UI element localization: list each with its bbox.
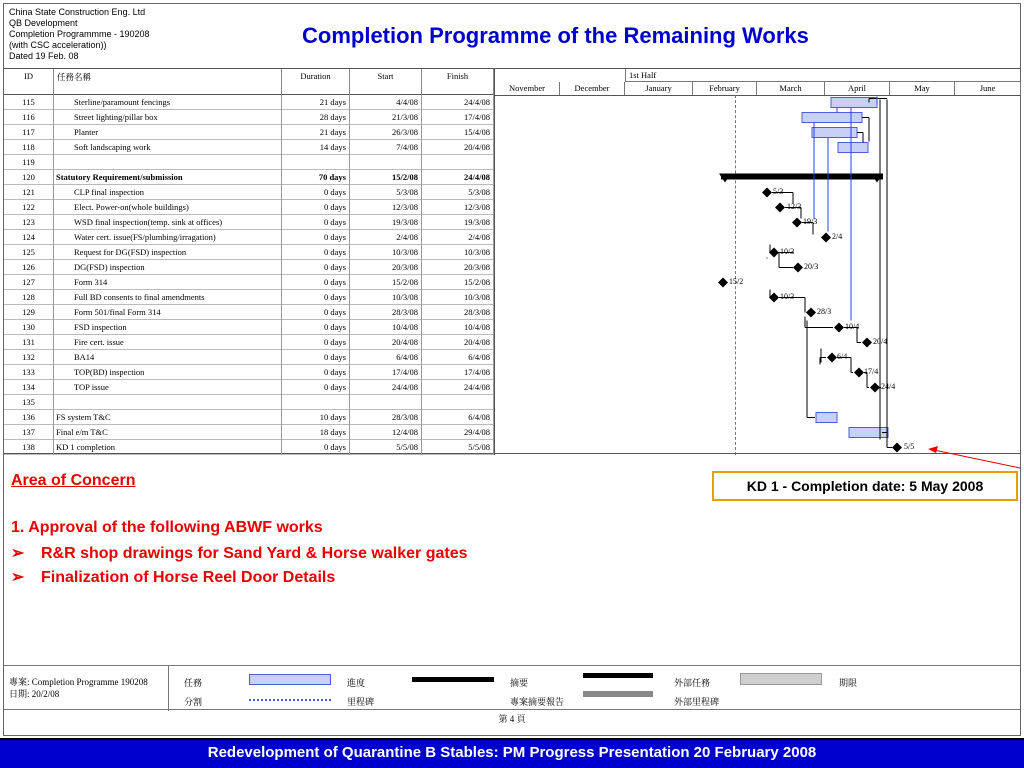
task-name: TOP(BD) inspection (54, 365, 282, 380)
legend-project-summary-label: 專案摘要報告 (510, 697, 565, 707)
summary-bar (721, 174, 883, 180)
table-row (4, 185, 494, 200)
milestone-diamond (775, 203, 785, 213)
task-duration: 18 days (282, 425, 350, 440)
milestone-date-label: 10/4 (845, 322, 860, 331)
col-finish-header: Finish (422, 69, 494, 95)
task-finish: 28/3/08 (422, 305, 494, 320)
table-row (4, 125, 494, 140)
task-duration: 0 days (282, 200, 350, 215)
table-row (4, 110, 494, 125)
task-name: TOP issue (54, 380, 282, 395)
task-table (4, 69, 494, 455)
task-name: Request for DG(FSD) inspection (54, 245, 282, 260)
table-row (4, 350, 494, 365)
month-label: March (757, 82, 825, 95)
task-duration: 21 days (282, 95, 350, 110)
task-finish: 12/3/08 (422, 200, 494, 215)
task-name: Final e/m T&C (54, 425, 282, 440)
task-finish: 17/4/08 (422, 365, 494, 380)
month-label: February (693, 82, 757, 95)
header-acceleration: (with CSC acceleration)) (9, 40, 107, 50)
task-id: 136 (4, 410, 54, 425)
task-duration: 0 days (282, 215, 350, 230)
task-id: 126 (4, 260, 54, 275)
table-row (4, 275, 494, 290)
milestone-diamond (854, 368, 864, 378)
milestone-diamond (718, 278, 728, 288)
task-id: 132 (4, 350, 54, 365)
task-start: 28/3/08 (350, 305, 422, 320)
legend-progress-label: 進度 (347, 678, 366, 688)
milestone-date-label: 17/4 (864, 367, 879, 376)
task-finish: 15/2/08 (422, 275, 494, 290)
header-date: Dated 19 Feb. 08 (9, 51, 79, 61)
task-finish: 20/4/08 (422, 335, 494, 350)
task-start: 5/3/08 (350, 185, 422, 200)
header-project: QB Development (9, 18, 78, 28)
milestone-diamond (793, 263, 803, 273)
table-row (4, 320, 494, 335)
task-finish: 20/4/08 (422, 140, 494, 155)
task-name: Form 314 (54, 275, 282, 290)
timeline (494, 69, 1020, 455)
task-id: 120 (4, 170, 54, 185)
task-name: FS system T&C (54, 410, 282, 425)
task-name: BA14 (54, 350, 282, 365)
task-bar (812, 128, 857, 138)
milestone-diamond (862, 338, 872, 348)
month-label: January (625, 82, 693, 95)
task-start: 5/5/08 (350, 440, 422, 455)
table-row (4, 170, 494, 185)
concern-item-2-text: R&R shop drawings for Sand Yard & Horse walker gates (41, 545, 468, 562)
legend-progress-swatch (412, 677, 494, 682)
task-duration: 0 days (282, 305, 350, 320)
legend-summary-swatch (583, 673, 653, 678)
task-finish: 5/5/08 (422, 440, 494, 455)
col-name-header: 任務名稱 (54, 69, 282, 95)
table-row (4, 365, 494, 380)
month-label: April (825, 82, 890, 95)
concern-item-3 (11, 567, 335, 587)
table-row (4, 140, 494, 155)
task-duration: 0 days (282, 245, 350, 260)
task-duration: 0 days (282, 335, 350, 350)
header-programme: Completion Programmme - 190208 (9, 29, 150, 39)
task-start: 4/4/08 (350, 95, 422, 110)
task-duration: 10 days (282, 410, 350, 425)
task-duration: 0 days (282, 275, 350, 290)
task-start: 6/4/08 (350, 350, 422, 365)
task-id: 118 (4, 140, 54, 155)
task-name: Fire cert. issue (54, 335, 282, 350)
milestone-diamond (827, 353, 837, 363)
task-id: 119 (4, 155, 54, 170)
legend-project-info (4, 666, 169, 711)
task-name: Street lighting/pillar box (54, 110, 282, 125)
task-id: 133 (4, 365, 54, 380)
task-id: 137 (4, 425, 54, 440)
legend-external-task-label: 外部任務 (674, 678, 711, 688)
task-start (350, 155, 422, 170)
concern-item-3-text: Finalization of Horse Reel Door Details (41, 569, 336, 586)
task-id: 117 (4, 125, 54, 140)
task-start: 21/3/08 (350, 110, 422, 125)
milestone-diamond (806, 308, 816, 318)
task-name (54, 395, 282, 410)
milestone-date-label: 6/4 (837, 352, 848, 361)
table-row (4, 155, 494, 170)
task-name: DG(FSD) inspection (54, 260, 282, 275)
task-name: Form 501/final Form 314 (54, 305, 282, 320)
milestone-date-label: 5/5 (904, 442, 915, 451)
task-id: 122 (4, 200, 54, 215)
task-finish: 10/3/08 (422, 245, 494, 260)
legend-project-name: 專案: Completion Programme 190208 (9, 677, 148, 687)
task-id: 121 (4, 185, 54, 200)
table-row (4, 395, 494, 410)
legend-project-summary-swatch (583, 691, 653, 697)
task-start: 19/3/08 (350, 215, 422, 230)
task-duration: 21 days (282, 125, 350, 140)
col-start-header: Start (350, 69, 422, 95)
concern-title: Area of Concern (11, 472, 136, 489)
col-id-header: ID (4, 69, 54, 95)
milestone-diamond (821, 233, 831, 243)
task-start: 17/4/08 (350, 365, 422, 380)
legend-external-milestone-label: 外部里程碑 (674, 697, 720, 707)
header-info (9, 7, 150, 62)
task-start: 10/3/08 (350, 245, 422, 260)
task-id: 131 (4, 335, 54, 350)
task-finish: 19/3/08 (422, 215, 494, 230)
table-row (4, 260, 494, 275)
milestone-diamond (792, 218, 802, 228)
task-start: 28/3/08 (350, 410, 422, 425)
milestone-diamond (834, 323, 844, 333)
task-id: 125 (4, 245, 54, 260)
task-start: 12/4/08 (350, 425, 422, 440)
legend-split-swatch (249, 699, 331, 701)
task-duration: 0 days (282, 365, 350, 380)
table-row (4, 215, 494, 230)
col-duration-header: Duration (282, 69, 350, 95)
month-label: December (560, 82, 625, 95)
concern-item-1: 1. Approval of the following ABWF works (11, 519, 323, 536)
milestone-date-label: 20/4 (873, 337, 888, 346)
task-id: 115 (4, 95, 54, 110)
task-duration: 0 days (282, 230, 350, 245)
task-finish (422, 155, 494, 170)
page-title: Completion Programme of the Remaining Works (302, 23, 809, 48)
legend-external-task-swatch (740, 673, 822, 685)
milestone-date-label: 28/3 (817, 307, 832, 316)
task-finish: 24/4/08 (422, 380, 494, 395)
task-duration (282, 395, 350, 410)
table-row (4, 380, 494, 395)
milestone-date-label: 15/2 (729, 277, 744, 286)
milestone-date-label: 10/3 (780, 247, 795, 256)
task-finish: 20/3/08 (422, 260, 494, 275)
milestone-diamond (892, 443, 902, 453)
task-finish: 6/4/08 (422, 410, 494, 425)
task-name: KD 1 completion (54, 440, 282, 455)
half-year-label: 1st Half (625, 69, 1021, 82)
task-finish: 24/4/08 (422, 95, 494, 110)
task-name: CLP final inspection (54, 185, 282, 200)
task-finish: 29/4/08 (422, 425, 494, 440)
task-bar (816, 413, 837, 423)
task-id: 138 (4, 440, 54, 455)
task-duration: 0 days (282, 185, 350, 200)
gantt-chart (4, 68, 1020, 454)
milestone-date-label: 19/3 (803, 217, 818, 226)
task-id: 128 (4, 290, 54, 305)
legend-project-date: 日期: 20/2/08 (9, 689, 60, 699)
task-duration: 0 days (282, 350, 350, 365)
task-duration: 0 days (282, 260, 350, 275)
legend-task-swatch (249, 674, 331, 685)
task-name: Full BD consents to final amendments (54, 290, 282, 305)
task-duration: 0 days (282, 290, 350, 305)
task-start: 20/4/08 (350, 335, 422, 350)
task-name: Elect. Power-on(whole buildings) (54, 200, 282, 215)
concern-item-2 (11, 543, 467, 563)
table-header (4, 69, 494, 95)
legend-split-label: 分割 (184, 697, 203, 707)
page-number: 第 4 頁 (498, 714, 526, 724)
footer-banner: Redevelopment of Quarantine B Stables: PM Progress Presentation 20 February 2008 (0, 738, 1024, 768)
task-id: 135 (4, 395, 54, 410)
month-label: November (495, 82, 560, 95)
task-id: 129 (4, 305, 54, 320)
task-id: 124 (4, 230, 54, 245)
table-row (4, 335, 494, 350)
task-start: 2/4/08 (350, 230, 422, 245)
task-finish: 10/4/08 (422, 320, 494, 335)
table-row (4, 305, 494, 320)
task-duration: 0 days (282, 440, 350, 455)
gantt-graphics (495, 69, 1021, 455)
task-bar (802, 113, 862, 123)
milestone-diamond (762, 188, 772, 198)
legend-deadline-label: 期限 (839, 678, 858, 688)
header-company: China State Construction Eng. Ltd (9, 7, 146, 17)
milestone-date-label: 5/3 (773, 187, 784, 196)
task-id: 123 (4, 215, 54, 230)
task-id: 130 (4, 320, 54, 335)
task-name (54, 155, 282, 170)
month-label: June (955, 82, 1021, 95)
task-start: 12/3/08 (350, 200, 422, 215)
task-start: 10/4/08 (350, 320, 422, 335)
task-id: 127 (4, 275, 54, 290)
task-duration: 28 days (282, 110, 350, 125)
legend-task-label: 任務 (184, 678, 203, 688)
task-name: Planter (54, 125, 282, 140)
task-id: 116 (4, 110, 54, 125)
milestone-date-label: 20/3 (804, 262, 819, 271)
task-duration: 0 days (282, 380, 350, 395)
table-row (4, 230, 494, 245)
arrow-bullet-icon: ➢ (11, 545, 25, 562)
task-finish: 17/4/08 (422, 110, 494, 125)
table-row (4, 440, 494, 455)
task-finish: 24/4/08 (422, 170, 494, 185)
task-start: 20/3/08 (350, 260, 422, 275)
task-start: 7/4/08 (350, 140, 422, 155)
task-finish: 2/4/08 (422, 230, 494, 245)
task-start: 15/2/08 (350, 170, 422, 185)
task-duration: 70 days (282, 170, 350, 185)
table-row (4, 95, 494, 110)
milestone-date-label: 24/4 (881, 382, 896, 391)
milestone-date-label: 12/3 (787, 202, 802, 211)
task-name: Water cert. issue(FS/plumbing/irragation) (54, 230, 282, 245)
task-finish: 10/3/08 (422, 290, 494, 305)
table-row (4, 290, 494, 305)
task-start: 15/2/08 (350, 275, 422, 290)
task-name: FSD inspection (54, 320, 282, 335)
table-row (4, 425, 494, 440)
task-id: 134 (4, 380, 54, 395)
task-name: WSD final inspection(temp. sink at offices) (54, 215, 282, 230)
task-duration (282, 155, 350, 170)
completion-callout: KD 1 - Completion date: 5 May 2008 (712, 471, 1018, 501)
milestone-date-label: 10/3 (780, 292, 795, 301)
arrow-bullet-icon: ➢ (11, 569, 25, 586)
task-finish: 15/4/08 (422, 125, 494, 140)
task-start: 10/3/08 (350, 290, 422, 305)
task-name: Statutory Requirement/submission (54, 170, 282, 185)
task-start: 24/4/08 (350, 380, 422, 395)
task-name: Soft landscaping work (54, 140, 282, 155)
table-row (4, 410, 494, 425)
task-duration: 0 days (282, 320, 350, 335)
milestone-date-label: 2/4 (832, 232, 843, 241)
task-duration: 14 days (282, 140, 350, 155)
task-finish: 6/4/08 (422, 350, 494, 365)
task-name: Sterline/paramount fencings (54, 95, 282, 110)
task-bar (838, 143, 868, 153)
legend-summary-label: 摘要 (510, 678, 529, 688)
table-row (4, 200, 494, 215)
legend-milestone-label: 里程碑 (347, 697, 375, 707)
task-finish: 5/3/08 (422, 185, 494, 200)
gantt-legend (4, 665, 1020, 710)
month-label: May (890, 82, 955, 95)
task-finish (422, 395, 494, 410)
task-start: 26/3/08 (350, 125, 422, 140)
table-row (4, 245, 494, 260)
task-start (350, 395, 422, 410)
